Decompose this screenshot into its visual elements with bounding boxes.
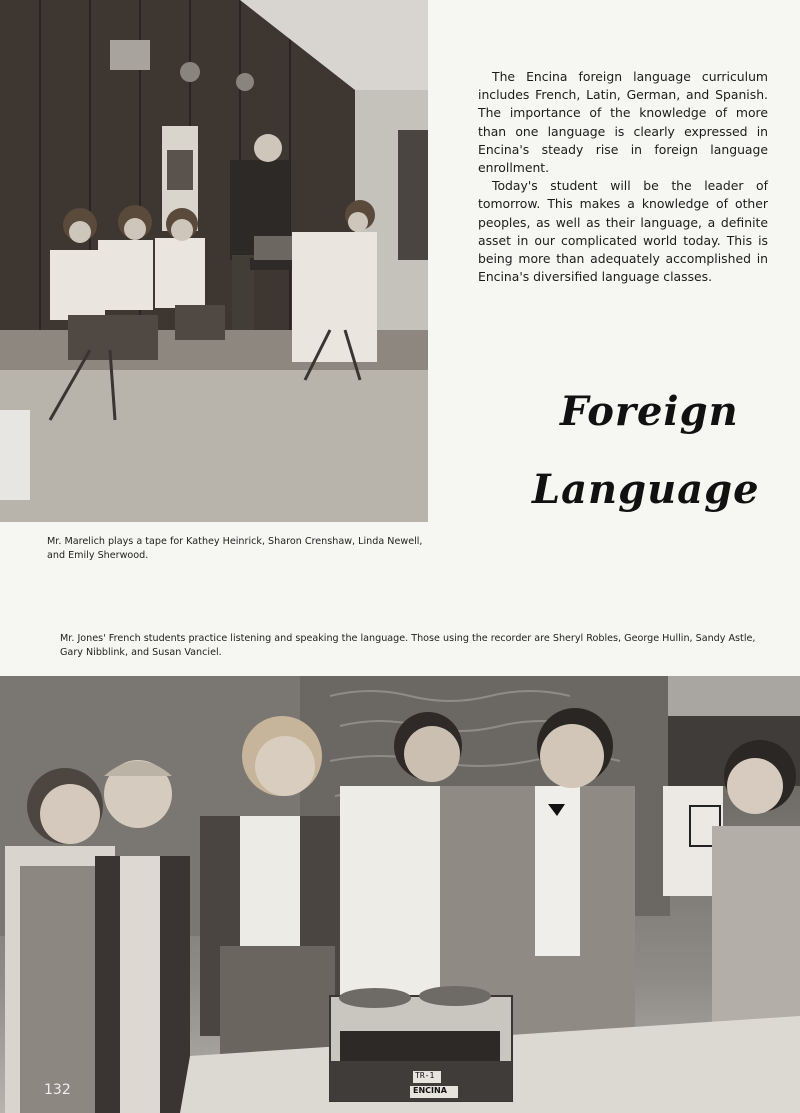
language-lab-photo-illustration	[0, 676, 800, 1113]
body-paragraph-1: The Encina foreign language curriculum includes French, Latin, German, and Spanish. The importance of the knowledge of more than one language is clearly expressed in Encina's steady rise in foreign language enrollment.	[478, 69, 768, 176]
language-lab-photo	[0, 676, 800, 1113]
recorder-brand-label: ENCINA	[413, 1086, 447, 1095]
bottom-photo-caption: Mr. Jones' French students practice listening and speaking the language. Those using the recorder are Sheryl Robles, George Hullin, Sandy Astle, Gary Nibblink, and Susan Vanciel.	[60, 633, 756, 658]
page-title-line-2: Language	[532, 466, 760, 513]
page-title-line-1: Foreign	[560, 388, 739, 435]
body-paragraph-2: Today's student will be the leader of tomorrow. This makes a knowledge of other peoples, as well as their language, a definite asset in our complicated world today. This is being more than adequately accomplished in Encina's diversified language classes.	[478, 178, 768, 285]
classroom-photo-illustration	[0, 0, 428, 522]
top-photo-caption: Mr. Marelich plays a tape for Kathey Heinrick, Sharon Crenshaw, Linda Newell, and Emily Sherwood.	[47, 536, 423, 561]
article-body	[478, 68, 768, 286]
page-number: 132	[44, 1082, 71, 1098]
classroom-photo	[0, 0, 428, 522]
recorder-model-label: TR-1	[415, 1071, 435, 1080]
